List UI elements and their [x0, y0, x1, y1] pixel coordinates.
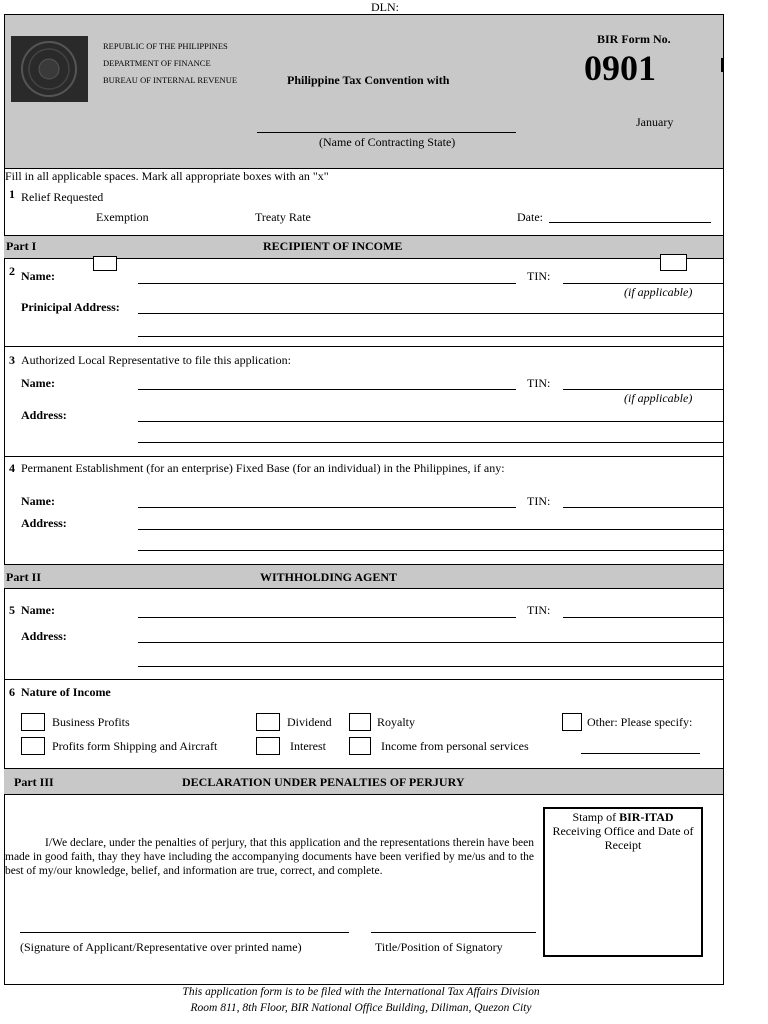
date-label: Date:	[517, 210, 543, 224]
exemption-checkbox[interactable]	[93, 256, 117, 271]
establishment-address-label: Address:	[21, 516, 67, 530]
agent-address-field-2[interactable]	[138, 666, 723, 667]
exemption-option[interactable]: Exemption	[96, 210, 149, 224]
shipping-checkbox[interactable]	[21, 737, 45, 755]
stamp-text: Receiving Office and Date of Receipt	[552, 824, 694, 852]
divider	[4, 346, 723, 347]
part1-label: Part I	[6, 239, 37, 253]
establishment-address-field[interactable]	[138, 529, 723, 530]
recipient-address-field[interactable]	[138, 313, 723, 314]
representative-address-field[interactable]	[138, 421, 723, 422]
recipient-name-label: Name:	[21, 269, 55, 283]
item-number: 1	[9, 187, 15, 201]
establishment-name-field[interactable]	[138, 507, 516, 508]
other-income-field[interactable]	[581, 753, 700, 754]
royalty-label: Royalty	[377, 715, 415, 729]
establishment-name-label: Name:	[21, 494, 55, 508]
establishment-address-field-2[interactable]	[138, 550, 723, 551]
representative-tin-field[interactable]	[563, 389, 723, 390]
item-number: 2	[9, 264, 15, 278]
stamp-prefix: Stamp of	[572, 810, 620, 824]
instructions: Fill in all applicable spaces. Mark all appropriate boxes with an "x"	[5, 169, 329, 183]
permanent-establishment-label: Permanent Establishment (for an enterprise) Fixed Base (for an individual) in the Philippines, if any:	[21, 461, 505, 475]
form-title: Philippine Tax Convention with	[287, 73, 450, 87]
personal-services-checkbox[interactable]	[349, 737, 371, 755]
signature-label: (Signature of Applicant/Representative over printed name)	[20, 940, 302, 954]
form-month: January	[636, 115, 674, 129]
if-applicable-note: (if applicable)	[624, 391, 693, 405]
department-text: DEPARTMENT OF FINANCE	[103, 58, 211, 68]
stamp-office: BIR-ITAD	[619, 810, 674, 824]
part3-title: DECLARATION UNDER PENALTIES OF PERJURY	[182, 775, 465, 789]
stamp-box	[543, 807, 703, 957]
personal-services-label: Income from personal services	[381, 739, 529, 753]
title-position-field[interactable]	[371, 932, 536, 933]
recipient-address-label: Prinicipal Address:	[21, 300, 120, 314]
dividend-checkbox[interactable]	[256, 713, 280, 731]
business-profits-label: Business Profits	[52, 715, 130, 729]
bureau-text: BUREAU OF INTERNAL REVENUE	[103, 75, 238, 85]
divider	[4, 456, 723, 457]
interest-label: Interest	[290, 739, 326, 753]
other-income-label: Other: Please specify:	[587, 715, 693, 729]
dln-label: DLN:	[371, 0, 399, 14]
title-position-label: Title/Position of Signatory	[375, 940, 503, 954]
footer-line-1: This application form is to be filed with the International Tax Affairs Division	[182, 986, 540, 998]
representative-address-label: Address:	[21, 408, 67, 422]
dividend-label: Dividend	[287, 715, 332, 729]
bir-seal-icon	[11, 36, 88, 102]
representative-address-field-2[interactable]	[138, 442, 723, 443]
other-income-checkbox[interactable]	[562, 713, 582, 731]
treaty-rate-option[interactable]: Treaty Rate	[255, 210, 311, 224]
treaty-rate-checkbox[interactable]	[660, 254, 687, 271]
part2-label: Part II	[6, 570, 41, 584]
if-applicable-note: (if applicable)	[624, 285, 693, 299]
representative-label: Authorized Local Representative to file this application:	[21, 353, 291, 367]
recipient-tin-label: TIN:	[527, 269, 551, 283]
business-profits-checkbox[interactable]	[21, 713, 45, 731]
form-label: BIR Form No.	[597, 32, 671, 46]
divider	[4, 679, 723, 680]
item-number: 6	[9, 685, 15, 699]
footer-line-2: Room 811, 8th Floor, BIR National Office Building, Diliman, Quezon City	[190, 1002, 532, 1014]
establishment-tin-field[interactable]	[563, 507, 723, 508]
part1-title: RECIPIENT OF INCOME	[263, 239, 403, 253]
relief-requested-label: Relief Requested	[21, 190, 104, 204]
contracting-state-label: (Name of Contracting State)	[319, 135, 456, 149]
part3-label: Part III	[14, 775, 54, 789]
shipping-label: Profits form Shipping and Aircraft	[52, 739, 218, 753]
representative-tin-label: TIN:	[527, 376, 551, 390]
recipient-name-field[interactable]	[138, 283, 516, 284]
republic-text: REPUBLIC OF THE PHILIPPINES	[103, 41, 228, 51]
nature-of-income-label: Nature of Income	[21, 685, 111, 699]
agent-tin-label: TIN:	[527, 603, 551, 617]
agent-address-field[interactable]	[138, 642, 723, 643]
representative-name-field[interactable]	[138, 389, 516, 390]
declaration-text: I/We declare, under the penalties of perjury, that this application and the representations therein have been made in good faith, thay they have including the accompanying documents have been verified by me/us and to the best of my/our knowledge, belief, and information are true, correct, and complete.	[5, 837, 534, 877]
item-number: 4	[9, 461, 15, 475]
agent-tin-field[interactable]	[563, 617, 723, 618]
recipient-tin-field[interactable]	[563, 283, 723, 284]
date-field[interactable]	[549, 222, 711, 223]
representative-name-label: Name:	[21, 376, 55, 390]
form-number: 0901	[584, 48, 656, 88]
recipient-address-field-2[interactable]	[138, 336, 723, 337]
part2-title: WITHHOLDING AGENT	[260, 570, 398, 584]
agent-address-label: Address:	[21, 629, 67, 643]
item-number: 5	[9, 603, 15, 617]
edge-mark	[721, 58, 723, 72]
agent-name-field[interactable]	[138, 617, 516, 618]
establishment-tin-label: TIN:	[527, 494, 551, 508]
contracting-state-field[interactable]	[257, 132, 516, 133]
royalty-checkbox[interactable]	[349, 713, 371, 731]
interest-checkbox[interactable]	[256, 737, 280, 755]
signature-field[interactable]	[20, 932, 349, 933]
agent-name-label: Name:	[21, 603, 55, 617]
item-number: 3	[9, 353, 15, 367]
